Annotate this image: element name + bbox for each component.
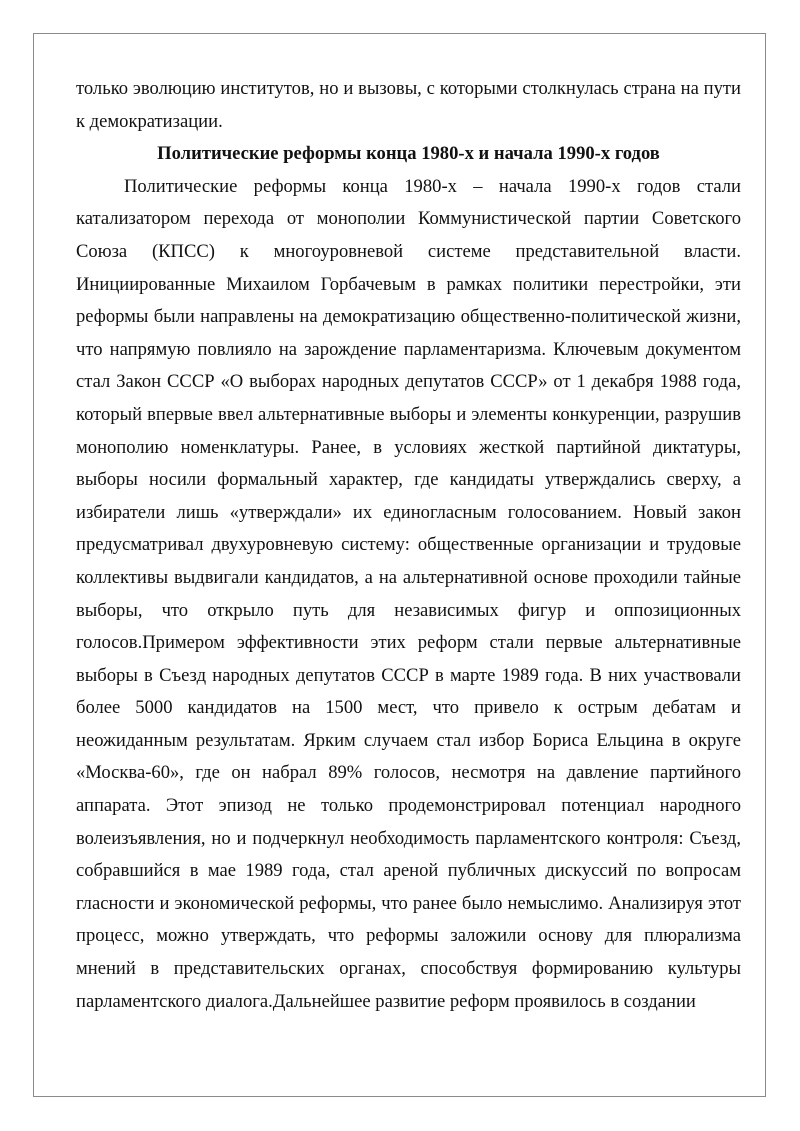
- intro-paragraph: только эволюцию институтов, но и вызовы, с которыми столкнулась страна на пути к демократизации.: [76, 78, 741, 132]
- page-content: [76, 73, 741, 1018]
- main-paragraph: Политические реформы конца 1980-х – начала 1990-х годов стали катализатором перехода от монополии Коммунистической партии Советского Союза (КПСС) к многоуровневой системе представительной власти. Инициированные Михаилом Горбачевым в рамках политики перестройки, эти реформы были направлены на демократизацию общественно-политической жизни, что напрямую повлияло на зарождение парламентаризма. Ключевым документом стал Закон СССР «О выборах народных депутатов СССР» от 1 декабря 1988 года, который впервые ввел альтернативные выборы и элементы конкуренции, разрушив монополию номенклатуры. Ранее, в условиях жесткой партийной диктатуры, выборы носили формальный характер, где кандидаты утверждались сверху, а избиратели лишь «утверждали» их единогласным голосованием. Новый закон предусматривал двухуровневую систему: общественные организации и трудовые коллективы выдвигали кандидатов, а на альтернативной основе проходили тайные выборы, что открыло путь для независимых фигур и оппозиционных голосов.Примером эффективности этих реформ стали первые альтернативные выборы в Съезд народных депутатов СССР в марте 1989 года. В них участвовали более 5000 кандидатов на 1500 мест, что привело к острым дебатам и неожиданным результатам. Ярким случаем стал избор Бориса Ельцина в округе «Москва-60», где он набрал 89% голосов, несмотря на давление партийного аппарата. Этот эпизод не только продемонстрировал потенциал народного волеизъявления, но и подчеркнул необходимость парламентского контроля: Съезд, собравшийся в мае 1989 года, стал ареной публичных дискуссий по вопросам гласности и экономической реформы, что ранее было немыслимо. Анализируя этот процесс, можно утверждать, что реформы заложили основу для плюрализма мнений в представительских органах, способствуя формированию культуры парламентского диалога.Дальнейшее развитие реформ проявилось в создании: [76, 175, 741, 1012]
- section-heading: Политические реформы конца 1980-х и начала 1990-х годов: [157, 143, 660, 165]
- document-page: [33, 33, 766, 1097]
